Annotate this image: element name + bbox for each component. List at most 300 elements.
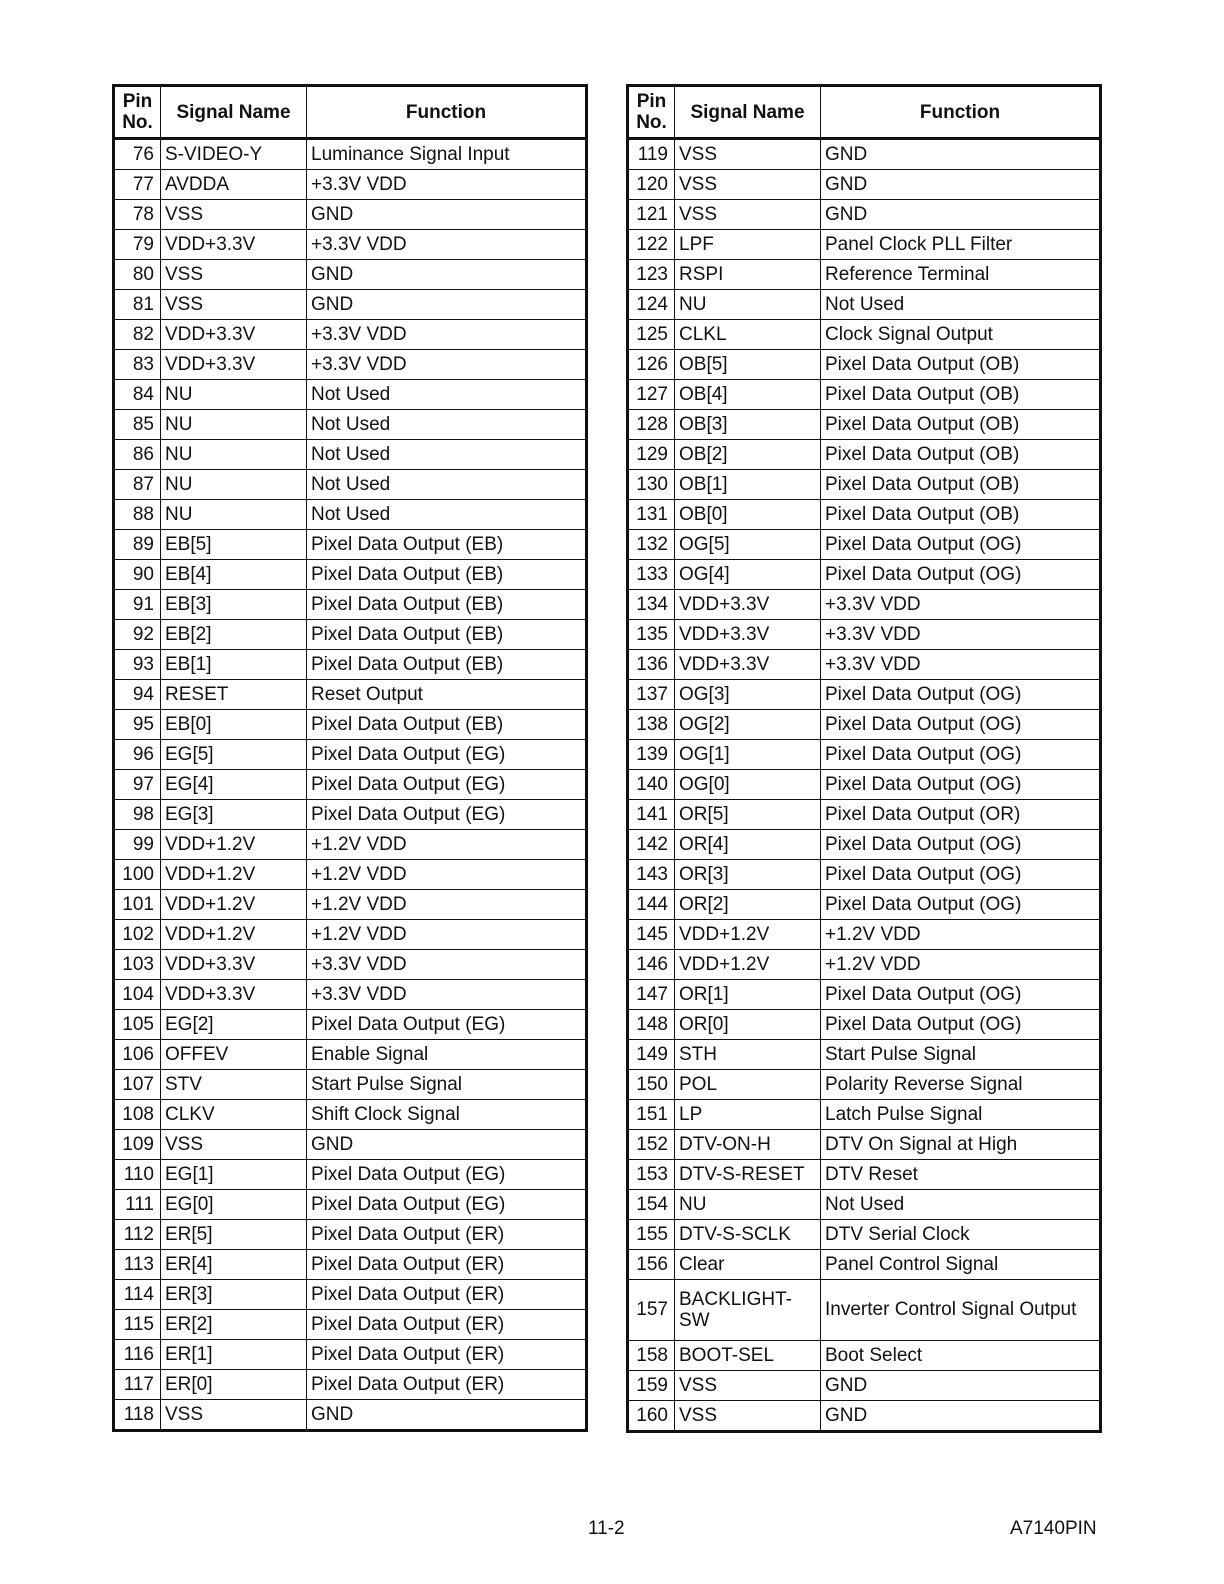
- pin-number-cell: 84: [114, 380, 161, 410]
- signal-name-cell: CLKL: [675, 320, 821, 350]
- signal-name-cell: OB[0]: [675, 500, 821, 530]
- pin-number-cell: 132: [628, 530, 675, 560]
- function-cell: +3.3V VDD: [307, 230, 587, 260]
- table-row: [628, 500, 1101, 530]
- function-cell: Pixel Data Output (EB): [307, 560, 587, 590]
- table-row: [114, 139, 587, 170]
- table-row: [628, 1371, 1101, 1401]
- signal-name-cell: VDD+3.3V: [161, 980, 307, 1010]
- function-cell: Reference Terminal: [821, 260, 1101, 290]
- table-row: [114, 800, 587, 830]
- table-row: [628, 320, 1101, 350]
- signal-name-cell: ER[1]: [161, 1340, 307, 1370]
- table-row: [114, 1400, 587, 1431]
- function-cell: Pixel Data Output (OB): [821, 500, 1101, 530]
- function-cell: Pixel Data Output (OG): [821, 860, 1101, 890]
- table-row: [114, 1280, 587, 1310]
- pin-number-cell: 76: [114, 139, 161, 170]
- signal-name-cell: OG[2]: [675, 710, 821, 740]
- table-row: [114, 470, 587, 500]
- function-cell: DTV Serial Clock: [821, 1220, 1101, 1250]
- function-cell: Not Used: [821, 1190, 1101, 1220]
- table-row: [114, 410, 587, 440]
- pin-number-cell: 138: [628, 710, 675, 740]
- signal-name-cell: BACKLIGHT-SW: [675, 1280, 821, 1341]
- signal-name-cell: VDD+1.2V: [675, 920, 821, 950]
- pin-number-cell: 144: [628, 890, 675, 920]
- table-row: [114, 920, 587, 950]
- pin-number-cell: 113: [114, 1250, 161, 1280]
- pin-number-cell: 135: [628, 620, 675, 650]
- table-body-left: [114, 139, 587, 1431]
- function-cell: Reset Output: [307, 680, 587, 710]
- function-cell: Pixel Data Output (OG): [821, 1010, 1101, 1040]
- signal-name-cell: EG[0]: [161, 1190, 307, 1220]
- table-row: [114, 1250, 587, 1280]
- table-row: [628, 680, 1101, 710]
- table-row: [628, 1010, 1101, 1040]
- table-row: [628, 1220, 1101, 1250]
- pin-number-cell: 137: [628, 680, 675, 710]
- signal-name-cell: ER[5]: [161, 1220, 307, 1250]
- signal-name-cell: S-VIDEO-Y: [161, 139, 307, 170]
- header-pin-no: Pin No.: [628, 86, 675, 139]
- function-cell: Pixel Data Output (OG): [821, 680, 1101, 710]
- table-row: [114, 500, 587, 530]
- function-cell: Pixel Data Output (OG): [821, 710, 1101, 740]
- pin-number-cell: 102: [114, 920, 161, 950]
- signal-name-cell: NU: [161, 410, 307, 440]
- pin-number-cell: 160: [628, 1401, 675, 1432]
- pin-number-cell: 80: [114, 260, 161, 290]
- table-row: [628, 890, 1101, 920]
- pin-number-cell: 122: [628, 230, 675, 260]
- signal-name-cell: OR[0]: [675, 1010, 821, 1040]
- signal-name-cell: DTV-S-SCLK: [675, 1220, 821, 1250]
- pin-number-cell: 115: [114, 1310, 161, 1340]
- signal-name-cell: OB[1]: [675, 470, 821, 500]
- signal-name-cell: EG[3]: [161, 800, 307, 830]
- pin-number-cell: 91: [114, 590, 161, 620]
- table-row: [114, 1010, 587, 1040]
- table-row: [628, 410, 1101, 440]
- pin-number-cell: 130: [628, 470, 675, 500]
- signal-name-cell: ER[0]: [161, 1370, 307, 1400]
- function-cell: Pixel Data Output (EG): [307, 1160, 587, 1190]
- pin-number-cell: 155: [628, 1220, 675, 1250]
- table-header-row: [628, 86, 1101, 139]
- signal-name-cell: OG[5]: [675, 530, 821, 560]
- table-row: [628, 1341, 1101, 1371]
- function-cell: Pixel Data Output (EB): [307, 590, 587, 620]
- pin-number-cell: 152: [628, 1130, 675, 1160]
- pin-number-cell: 101: [114, 890, 161, 920]
- pin-number-cell: 104: [114, 980, 161, 1010]
- table-row: [628, 1160, 1101, 1190]
- pin-number-cell: 139: [628, 740, 675, 770]
- function-cell: +1.2V VDD: [307, 920, 587, 950]
- signal-name-cell: EB[5]: [161, 530, 307, 560]
- signal-name-cell: RESET: [161, 680, 307, 710]
- function-cell: Boot Select: [821, 1341, 1101, 1371]
- function-cell: GND: [307, 1400, 587, 1431]
- pin-number-cell: 110: [114, 1160, 161, 1190]
- signal-name-cell: EG[1]: [161, 1160, 307, 1190]
- table-row: [114, 860, 587, 890]
- signal-name-cell: VDD+3.3V: [161, 350, 307, 380]
- signal-name-cell: ER[3]: [161, 1280, 307, 1310]
- table-header-row: [114, 86, 587, 139]
- signal-name-cell: ER[4]: [161, 1250, 307, 1280]
- table-row: [114, 590, 587, 620]
- pin-number-cell: 121: [628, 200, 675, 230]
- pin-number-cell: 111: [114, 1190, 161, 1220]
- table-row: [114, 1160, 587, 1190]
- signal-name-cell: EG[5]: [161, 740, 307, 770]
- function-cell: Clock Signal Output: [821, 320, 1101, 350]
- signal-name-cell: Clear: [675, 1250, 821, 1280]
- header-signal-name: Signal Name: [675, 86, 821, 139]
- signal-name-cell: DTV-ON-H: [675, 1130, 821, 1160]
- signal-name-cell: EB[0]: [161, 710, 307, 740]
- pin-number-cell: 99: [114, 830, 161, 860]
- signal-name-cell: NU: [161, 440, 307, 470]
- function-cell: Enable Signal: [307, 1040, 587, 1070]
- pin-number-cell: 94: [114, 680, 161, 710]
- pin-number-cell: 83: [114, 350, 161, 380]
- signal-name-cell: EB[3]: [161, 590, 307, 620]
- signal-name-cell: NU: [675, 1190, 821, 1220]
- table-row: [628, 470, 1101, 500]
- function-cell: Pixel Data Output (OG): [821, 830, 1101, 860]
- table-row: [628, 710, 1101, 740]
- function-cell: +1.2V VDD: [821, 920, 1101, 950]
- pin-number-cell: 124: [628, 290, 675, 320]
- table-row: [628, 1190, 1101, 1220]
- signal-name-cell: BOOT-SEL: [675, 1341, 821, 1371]
- function-cell: Pixel Data Output (ER): [307, 1340, 587, 1370]
- function-cell: GND: [307, 200, 587, 230]
- pin-number-cell: 93: [114, 650, 161, 680]
- page-number: 11-2: [588, 1518, 625, 1539]
- function-cell: Pixel Data Output (OG): [821, 770, 1101, 800]
- signal-name-cell: VSS: [161, 260, 307, 290]
- table-row: [114, 1310, 587, 1340]
- signal-name-cell: RSPI: [675, 260, 821, 290]
- signal-name-cell: OG[1]: [675, 740, 821, 770]
- function-cell: Pixel Data Output (EB): [307, 530, 587, 560]
- function-cell: Inverter Control Signal Output: [821, 1280, 1101, 1341]
- header-function: Function: [307, 86, 587, 139]
- signal-name-cell: EG[4]: [161, 770, 307, 800]
- pin-number-cell: 133: [628, 560, 675, 590]
- signal-name-cell: NU: [161, 380, 307, 410]
- table-row: [114, 650, 587, 680]
- signal-name-cell: EB[4]: [161, 560, 307, 590]
- pin-number-cell: 141: [628, 800, 675, 830]
- function-cell: Pixel Data Output (EG): [307, 800, 587, 830]
- pin-number-cell: 90: [114, 560, 161, 590]
- signal-name-cell: VDD+1.2V: [161, 860, 307, 890]
- table-row: [628, 1040, 1101, 1070]
- pin-number-cell: 154: [628, 1190, 675, 1220]
- signal-name-cell: OB[3]: [675, 410, 821, 440]
- signal-name-cell: VDD+1.2V: [161, 920, 307, 950]
- signal-name-cell: VDD+1.2V: [161, 890, 307, 920]
- signal-name-cell: VDD+3.3V: [675, 650, 821, 680]
- table-row: [114, 260, 587, 290]
- pin-number-cell: 109: [114, 1130, 161, 1160]
- signal-name-cell: VSS: [161, 290, 307, 320]
- pin-number-cell: 96: [114, 740, 161, 770]
- pin-number-cell: 105: [114, 1010, 161, 1040]
- function-cell: GND: [821, 139, 1101, 170]
- function-cell: Pixel Data Output (EG): [307, 1010, 587, 1040]
- function-cell: Pixel Data Output (OB): [821, 350, 1101, 380]
- function-cell: GND: [307, 290, 587, 320]
- function-cell: GND: [821, 170, 1101, 200]
- function-cell: Not Used: [307, 440, 587, 470]
- signal-name-cell: OR[1]: [675, 980, 821, 1010]
- function-cell: Pixel Data Output (ER): [307, 1220, 587, 1250]
- table-row: [114, 830, 587, 860]
- pin-number-cell: 116: [114, 1340, 161, 1370]
- table-row: [114, 950, 587, 980]
- table-row: [628, 770, 1101, 800]
- table-row: [628, 650, 1101, 680]
- function-cell: Panel Control Signal: [821, 1250, 1101, 1280]
- signal-name-cell: VDD+1.2V: [161, 830, 307, 860]
- table-row: [114, 890, 587, 920]
- function-cell: GND: [307, 1130, 587, 1160]
- function-cell: +3.3V VDD: [821, 620, 1101, 650]
- signal-name-cell: VSS: [675, 200, 821, 230]
- table-row: [628, 740, 1101, 770]
- signal-name-cell: VDD+3.3V: [675, 590, 821, 620]
- table-row: [628, 1250, 1101, 1280]
- pin-number-cell: 78: [114, 200, 161, 230]
- table-row: [114, 170, 587, 200]
- table-row: [114, 740, 587, 770]
- pin-number-cell: 114: [114, 1280, 161, 1310]
- function-cell: Pixel Data Output (EB): [307, 710, 587, 740]
- signal-name-cell: VSS: [161, 1400, 307, 1431]
- signal-name-cell: OG[3]: [675, 680, 821, 710]
- pin-number-cell: 157: [628, 1280, 675, 1341]
- signal-name-cell: VDD+3.3V: [161, 320, 307, 350]
- function-cell: DTV On Signal at High: [821, 1130, 1101, 1160]
- function-cell: Start Pulse Signal: [821, 1040, 1101, 1070]
- signal-name-cell: VSS: [675, 1371, 821, 1401]
- table-row: [628, 860, 1101, 890]
- signal-name-cell: VDD+1.2V: [675, 950, 821, 980]
- pin-number-cell: 145: [628, 920, 675, 950]
- pin-number-cell: 88: [114, 500, 161, 530]
- signal-name-cell: NU: [161, 500, 307, 530]
- function-cell: +3.3V VDD: [307, 170, 587, 200]
- function-cell: Pixel Data Output (EB): [307, 620, 587, 650]
- pin-number-cell: 77: [114, 170, 161, 200]
- signal-name-cell: LP: [675, 1100, 821, 1130]
- signal-name-cell: OR[5]: [675, 800, 821, 830]
- pin-table-right: [626, 84, 1102, 1433]
- function-cell: Pixel Data Output (EG): [307, 1190, 587, 1220]
- pin-number-cell: 97: [114, 770, 161, 800]
- pin-number-cell: 107: [114, 1070, 161, 1100]
- signal-name-cell: OG[4]: [675, 560, 821, 590]
- signal-name-cell: VSS: [161, 1130, 307, 1160]
- table-row: [114, 1340, 587, 1370]
- table-row: [114, 530, 587, 560]
- signal-name-cell: ER[2]: [161, 1310, 307, 1340]
- signal-name-cell: POL: [675, 1070, 821, 1100]
- function-cell: Pixel Data Output (OG): [821, 530, 1101, 560]
- pin-number-cell: 106: [114, 1040, 161, 1070]
- function-cell: Not Used: [307, 470, 587, 500]
- signal-name-cell: OB[4]: [675, 380, 821, 410]
- pin-number-cell: 92: [114, 620, 161, 650]
- signal-name-cell: AVDDA: [161, 170, 307, 200]
- pin-number-cell: 147: [628, 980, 675, 1010]
- function-cell: +3.3V VDD: [307, 350, 587, 380]
- pin-number-cell: 127: [628, 380, 675, 410]
- function-cell: Pixel Data Output (EB): [307, 650, 587, 680]
- pin-number-cell: 112: [114, 1220, 161, 1250]
- pin-number-cell: 158: [628, 1341, 675, 1371]
- table-row: [114, 1040, 587, 1070]
- pin-number-cell: 148: [628, 1010, 675, 1040]
- signal-name-cell: VDD+3.3V: [675, 620, 821, 650]
- table-row: [114, 230, 587, 260]
- table-row: [628, 139, 1101, 170]
- signal-name-cell: STH: [675, 1040, 821, 1070]
- function-cell: Polarity Reverse Signal: [821, 1070, 1101, 1100]
- signal-name-cell: OG[0]: [675, 770, 821, 800]
- function-cell: Pixel Data Output (OR): [821, 800, 1101, 830]
- function-cell: Pixel Data Output (ER): [307, 1280, 587, 1310]
- function-cell: Not Used: [307, 380, 587, 410]
- table-row: [628, 230, 1101, 260]
- table-row: [114, 380, 587, 410]
- table-row: [628, 560, 1101, 590]
- pin-number-cell: 143: [628, 860, 675, 890]
- pin-number-cell: 100: [114, 860, 161, 890]
- table-row: [114, 560, 587, 590]
- table-row: [628, 260, 1101, 290]
- table-row: [628, 170, 1101, 200]
- table-row: [114, 680, 587, 710]
- function-cell: Start Pulse Signal: [307, 1070, 587, 1100]
- signal-name-cell: CLKV: [161, 1100, 307, 1130]
- pin-number-cell: 82: [114, 320, 161, 350]
- pin-number-cell: 142: [628, 830, 675, 860]
- table-row: [628, 440, 1101, 470]
- signal-name-cell: EG[2]: [161, 1010, 307, 1040]
- function-cell: +3.3V VDD: [821, 650, 1101, 680]
- table-row: [628, 1280, 1101, 1341]
- table-row: [114, 290, 587, 320]
- function-cell: +3.3V VDD: [307, 980, 587, 1010]
- function-cell: Pixel Data Output (ER): [307, 1250, 587, 1280]
- pin-number-cell: 125: [628, 320, 675, 350]
- table-body-right: [628, 139, 1101, 1432]
- pin-table-left: [112, 84, 588, 1432]
- function-cell: GND: [821, 1401, 1101, 1432]
- function-cell: +1.2V VDD: [821, 950, 1101, 980]
- table-row: [114, 440, 587, 470]
- function-cell: Not Used: [307, 500, 587, 530]
- table-row: [628, 350, 1101, 380]
- table-row: [114, 350, 587, 380]
- signal-name-cell: VSS: [675, 139, 821, 170]
- pin-number-cell: 159: [628, 1371, 675, 1401]
- pin-number-cell: 117: [114, 1370, 161, 1400]
- table-row: [114, 770, 587, 800]
- function-cell: Pixel Data Output (EG): [307, 740, 587, 770]
- function-cell: GND: [821, 1371, 1101, 1401]
- pin-number-cell: 153: [628, 1160, 675, 1190]
- pin-number-cell: 81: [114, 290, 161, 320]
- pin-number-cell: 149: [628, 1040, 675, 1070]
- table-row: [628, 800, 1101, 830]
- signal-name-cell: OFFEV: [161, 1040, 307, 1070]
- table-row: [114, 1070, 587, 1100]
- pin-number-cell: 85: [114, 410, 161, 440]
- function-cell: +1.2V VDD: [307, 830, 587, 860]
- signal-name-cell: NU: [675, 290, 821, 320]
- pin-number-cell: 136: [628, 650, 675, 680]
- function-cell: Pixel Data Output (OB): [821, 470, 1101, 500]
- table-row: [628, 1401, 1101, 1432]
- pin-number-cell: 98: [114, 800, 161, 830]
- signal-name-cell: VSS: [675, 170, 821, 200]
- table-row: [628, 530, 1101, 560]
- signal-name-cell: OB[5]: [675, 350, 821, 380]
- pin-number-cell: 119: [628, 139, 675, 170]
- signal-name-cell: EB[2]: [161, 620, 307, 650]
- function-cell: Not Used: [821, 290, 1101, 320]
- table-row: [628, 920, 1101, 950]
- function-cell: GND: [307, 260, 587, 290]
- table-row: [628, 980, 1101, 1010]
- pin-number-cell: 156: [628, 1250, 675, 1280]
- table-row: [628, 290, 1101, 320]
- header-function: Function: [821, 86, 1101, 139]
- function-cell: Latch Pulse Signal: [821, 1100, 1101, 1130]
- pin-number-cell: 118: [114, 1400, 161, 1431]
- pin-number-cell: 126: [628, 350, 675, 380]
- table-row: [114, 1190, 587, 1220]
- function-cell: Pixel Data Output (ER): [307, 1310, 587, 1340]
- function-cell: +1.2V VDD: [307, 860, 587, 890]
- function-cell: Luminance Signal Input: [307, 139, 587, 170]
- pin-number-cell: 79: [114, 230, 161, 260]
- table-row: [114, 710, 587, 740]
- function-cell: Pixel Data Output (OG): [821, 740, 1101, 770]
- table-row: [628, 830, 1101, 860]
- function-cell: Shift Clock Signal: [307, 1100, 587, 1130]
- pin-number-cell: 129: [628, 440, 675, 470]
- function-cell: DTV Reset: [821, 1160, 1101, 1190]
- table-row: [628, 1100, 1101, 1130]
- signal-name-cell: EB[1]: [161, 650, 307, 680]
- signal-name-cell: OR[2]: [675, 890, 821, 920]
- function-cell: Pixel Data Output (OB): [821, 410, 1101, 440]
- table-row: [114, 1100, 587, 1130]
- pin-number-cell: 134: [628, 590, 675, 620]
- function-cell: Pixel Data Output (OB): [821, 440, 1101, 470]
- signal-name-cell: OB[2]: [675, 440, 821, 470]
